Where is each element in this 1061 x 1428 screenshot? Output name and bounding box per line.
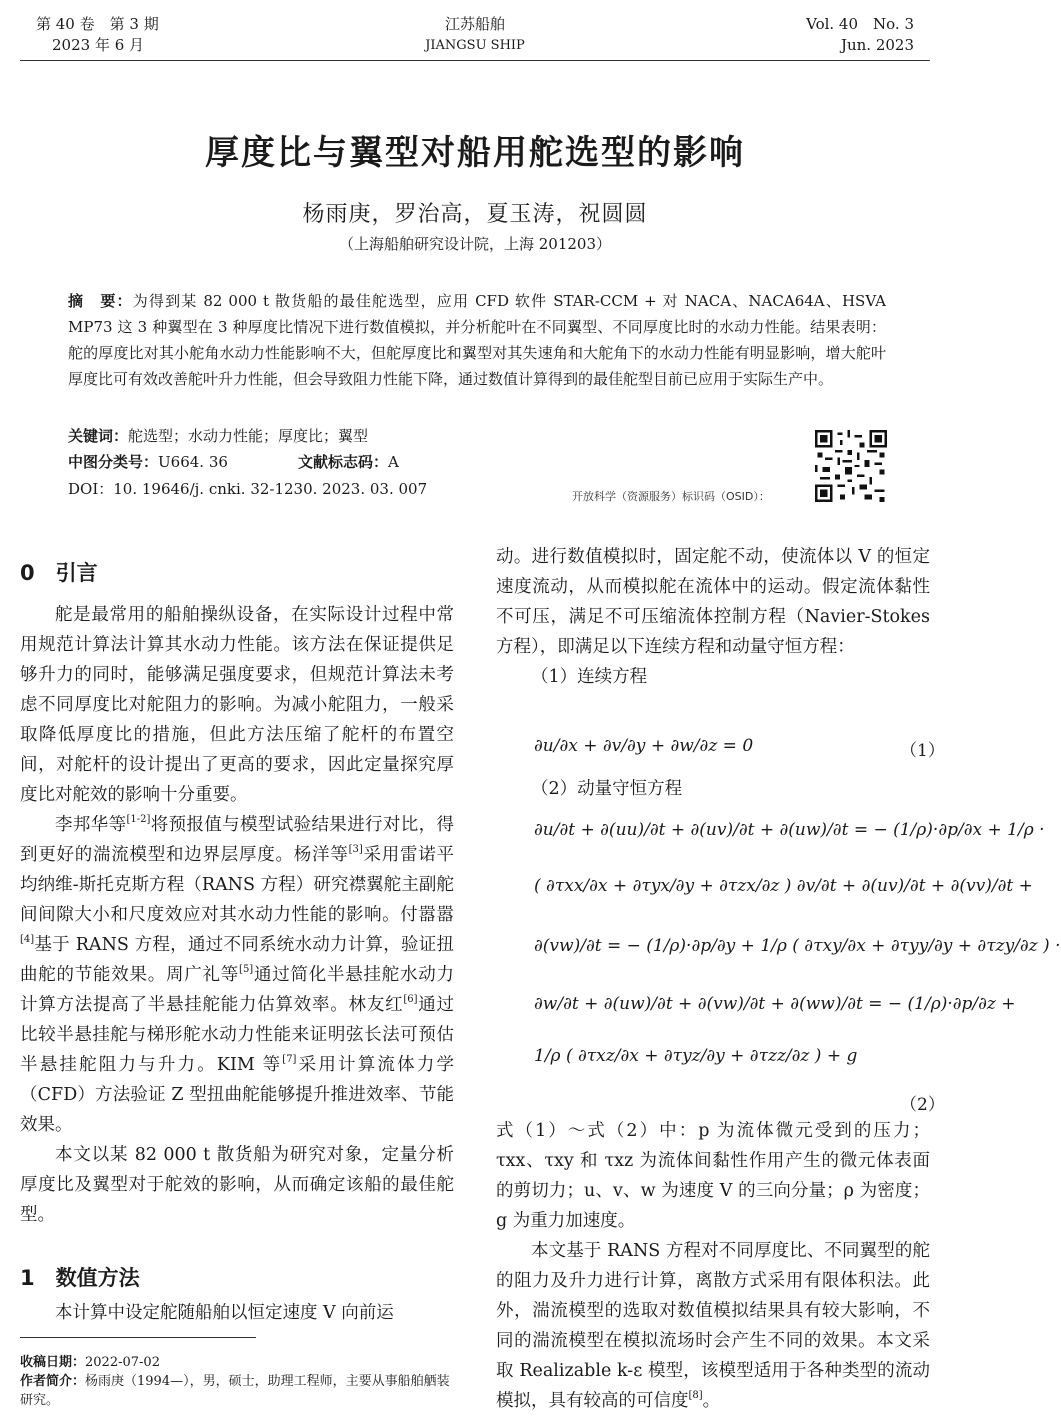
- section-0-number: 0: [20, 561, 35, 585]
- footnote-received: [20, 1353, 460, 1372]
- journal-name-en: JIANGSU SHIP: [425, 38, 525, 53]
- left-column-methods: [20, 1298, 454, 1328]
- journal-name-cn: 江苏船舶: [444, 15, 505, 33]
- document-code: [298, 449, 399, 475]
- keywords-label: 关键词：: [68, 427, 129, 445]
- clc-number: [68, 449, 228, 475]
- received-label: 收稿日期：: [20, 1355, 86, 1370]
- header-right: [806, 14, 914, 56]
- volume-issue: 第 40 卷 第 3 期: [36, 15, 159, 33]
- equation-1-number: （1）: [900, 741, 945, 761]
- clc-text: U664. 36: [158, 453, 228, 471]
- section-1-title: 数值方法: [55, 1266, 140, 1290]
- intro-paragraph-3: 本文以某 82 000 t 散货船为研究对象，定量分析厚度比及翼型对于舵效的影响，从而确定该船的最佳舵型。: [20, 1145, 454, 1225]
- right-column-text: [496, 542, 930, 692]
- doc-code-label: 文献标志码：: [298, 453, 389, 471]
- clc-label: 中图分类号：: [68, 453, 159, 471]
- abstract-text: 为得到某 82 000 t 散货船的最佳舵选型，应用 CFD 软件 STAR-CCM + 对 NACA、NACA64A、HSVA MP73 这 3 种翼型在 3 种厚度比情况下进行数值模拟，并分析舵叶在不同翼型、不同厚度比时的水动力性能。结果表明：舵的厚度比对其小舵角水动力性能影响不大，但舵厚度比和翼型对其失速角和大舵角下的水动力性能有明显影响，增大舵叶厚度比可有效改善舵叶升力性能，但会导致阻力性能下降，通过数值计算得到的最佳舵型目前已应用于实际生产中。: [68, 292, 886, 388]
- author-bio: 杨雨庚（1994—），男，硕士，助理工程师，主要从事船舶舾装研究。: [20, 1374, 450, 1408]
- methods-final-paragraph: 本文基于 RANS 方程对不同厚度比、不同翼型的舵的阻力及升力进行计算，离散方式采用有限体积法。此外，湍流模型的选取对数值模拟结果具有较大影响，不同的湍流模型在模拟流场时会产生不同的效果。本文采取 Realizable k-ε 模型，该模型适用于各种类型的流动模拟，具有较高的可信度[8]。: [496, 1241, 930, 1411]
- left-column-intro: [20, 600, 454, 1230]
- ref-4[interactable]: [4]: [20, 934, 35, 945]
- affiliation: （上海船舶研究设计院，上海 201203）: [338, 235, 612, 253]
- section-0-heading: [20, 557, 98, 587]
- ref-1-2[interactable]: [1-2]: [126, 814, 151, 825]
- section-1-number: 1: [20, 1266, 35, 1290]
- keywords-text: 舵选型；水动力性能；厚度比；翼型: [128, 427, 369, 445]
- equation-momentum-line-5: 1/ρ ( ∂τxz/∂x + ∂τyz/∂y + ∂τzz/∂z ) + g: [534, 1046, 858, 1066]
- methods-continuation: 动。进行数值模拟时，固定舵不动，使流体以 V 的恒定速度流动，从而模拟舵在流体中的运动。假定流体黏性不可压，满足不可压缩流体控制方程（Navier-Stokes 方程），即满足以下连续方程和动量守恒方程：: [496, 547, 930, 657]
- eq2-label-wrap: [496, 774, 930, 804]
- doi: DOI：10. 19646/j. cnki. 32-1230. 2023. 03. 007: [68, 480, 428, 498]
- keywords: [68, 423, 368, 449]
- qr-code-icon[interactable]: [815, 430, 887, 502]
- eq2-label: （2）动量守恒方程: [531, 779, 683, 799]
- osid-label: 开放科学（资源服务）标识码（OSID）：: [572, 490, 770, 503]
- section-1-heading: [20, 1262, 140, 1292]
- ref-7[interactable]: [7]: [282, 1054, 297, 1065]
- doc-code-text: A: [388, 453, 399, 471]
- ref-8[interactable]: [8]: [688, 1390, 703, 1401]
- ref-6[interactable]: [6]: [403, 994, 418, 1005]
- equation-2-number: （2）: [900, 1095, 945, 1115]
- eq1-label: （1）连续方程: [531, 667, 648, 687]
- date-cn: 2023 年 6 月: [52, 36, 145, 54]
- header-rule: [20, 60, 930, 61]
- abstract: [68, 288, 886, 392]
- equation-continuity: ∂u/∂x + ∂v/∂y + ∂w/∂z = 0: [534, 736, 754, 756]
- intro-paragraph-1: 舵是最常用的船舶操纵设备，在实际设计过程中常用规范计算法计算其水动力性能。该方法在保证提供足够升力的同时，能够满足强度要求，但规范计算法未考虑不同厚度比对舵阻力的影响。为减小舵阻力，一般采取降低厚度比的措施，但此方法压缩了舵杆的布置空间，对舵杆的设计提出了更高的要求，因此定量探究厚度比对舵效的影响十分重要。: [20, 605, 454, 805]
- volume-issue-en: Vol. 40 No. 3: [806, 15, 914, 33]
- equation-momentum-line-1: ∂u/∂t + ∂(uu)/∂t + ∂(uv)/∂t + ∂(uw)/∂t = − (1/ρ)·∂p/∂x + 1/ρ ·: [534, 820, 1045, 840]
- ref-5[interactable]: [5]: [239, 964, 254, 975]
- equation-momentum-line-2: ( ∂τxx/∂x + ∂τyx/∂y + ∂τzx/∂z ) ∂v/∂t + ∂(uv)/∂t + ∂(vv)/∂t +: [534, 876, 1033, 896]
- footnote-author: [20, 1372, 460, 1410]
- equation-momentum-line-3: ∂(vw)/∂t = − (1/ρ)·∂p/∂y + 1/ρ ( ∂τxy/∂x + ∂τyy/∂y + ∂τzy/∂z ) ·: [534, 936, 1061, 956]
- section-0-title: 引言: [55, 561, 98, 585]
- abstract-label: 摘 要：: [68, 292, 133, 310]
- equation-momentum-line-4: ∂w/∂t + ∂(uw)/∂t + ∂(vw)/∂t + ∂(ww)/∂t = − (1/ρ)·∂p/∂z +: [534, 994, 1016, 1014]
- intro-paragraph-2: 李邦华等[1-2]将预报值与模型试验结果进行对比，得到更好的湍流模型和边界层厚度。杨洋等[3]采用雷诺平均纳维-斯托克斯方程（RANS 方程）研究襟翼舵主副舵间间隙大小和尺度效应对其水动力性能的影响。付嚣嚣[4]基于 RANS 方程，通过不同系统水动力计算，验证扭曲舵的节能效果。周广礼等[5]通过简化半悬挂舵水动力计算方法提高了半悬挂舵能力估算效率。林友红[6]通过比较半悬挂舵与梯形舵水动力性能来证明弦长法可预估半悬挂舵阻力与升力。KIM 等[7]采用计算流体力学（CFD）方法验证 Z 型扭曲舵能够提升推进效率、节能效果。: [20, 814, 455, 1135]
- right-column-explanation: [496, 1116, 930, 1416]
- paper-title: 厚度比与翼型对船用舵选型的影响: [205, 133, 745, 173]
- methods-paragraph-start: 本计算中设定舵随船舶以恒定速度 V 向前运: [55, 1303, 394, 1323]
- received-date: 2022-07-02: [85, 1355, 160, 1370]
- author-bio-label: 作者简介：: [20, 1374, 86, 1389]
- symbol-explanation: 式（1）～式（2）中：p 为流体微元受到的压力；τxx、τxy 和 τxz 为流体间黏性作用产生的微元体表面的剪切力；u、v、w 为速度 V 的三向分量；ρ 为密度；g 为重力加速度。: [496, 1121, 930, 1231]
- authors: 杨雨庚，罗治高，夏玉涛，祝圆圆: [302, 202, 648, 227]
- footnote-rule: [20, 1337, 256, 1338]
- ref-3[interactable]: [3]: [348, 844, 363, 855]
- date-en: Jun. 2023: [840, 36, 914, 54]
